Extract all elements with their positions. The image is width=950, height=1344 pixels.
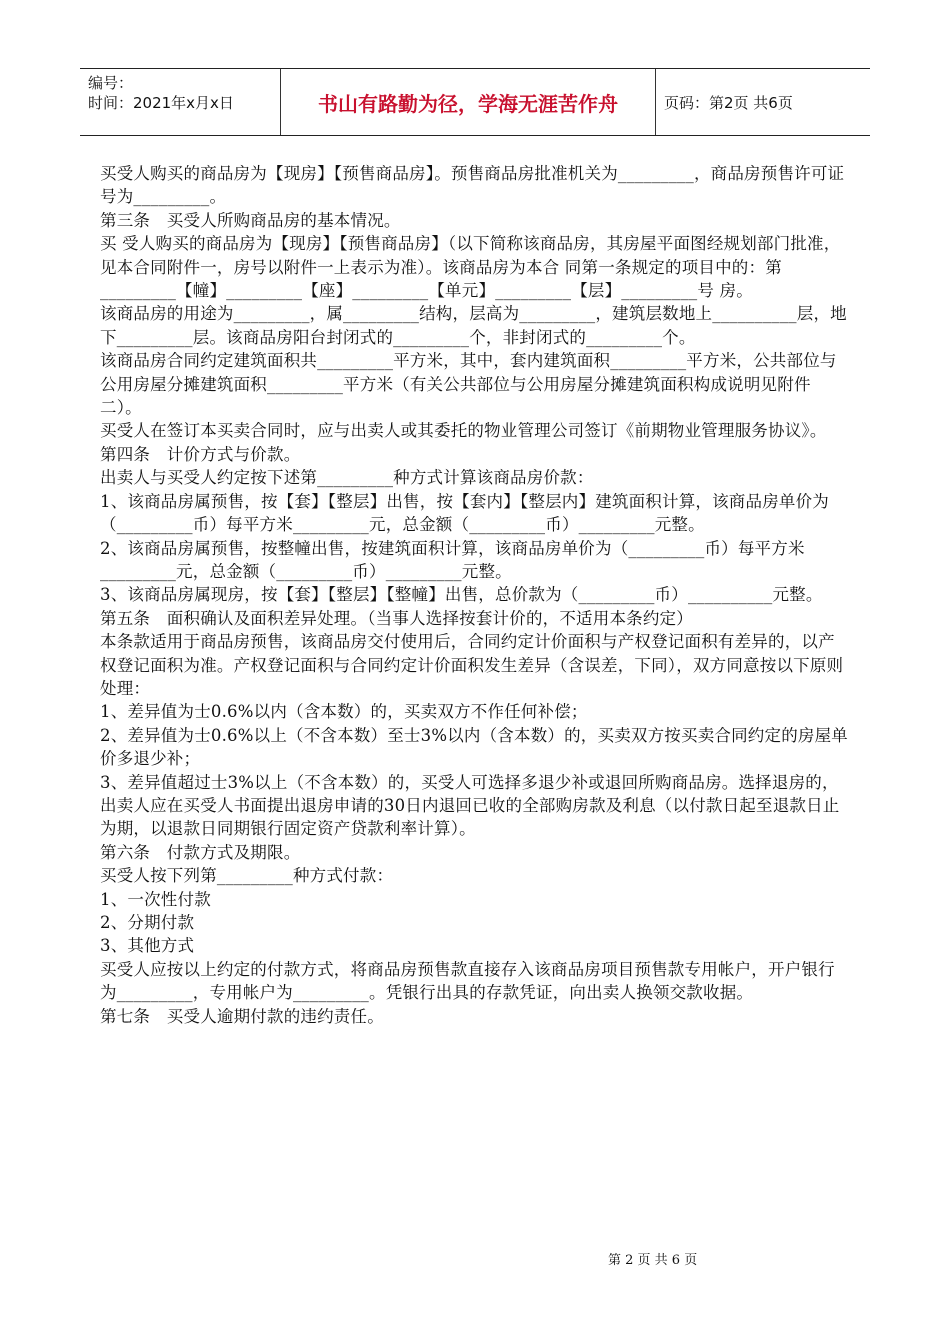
article-heading: 第六条 付款方式及期限。 [100, 842, 301, 862]
document-body [100, 162, 850, 1028]
header-motto: 书山有路勤为径，学海无涯苦作舟 [281, 69, 656, 135]
list-item: 1、一次性付款 [100, 889, 211, 909]
paragraph: 买 受人购买的商品房为【现房】【预售商品房】（以下简称该商品房，其房屋平面图经规划部门批准，见本合同附件一，房号以附件一上表示为准）。该商品房为本合 同第一条规定的项目中的：第_________【幢】_________【座】_________【单元】_________【层】_________号 房。 [100, 234, 841, 301]
article-heading: 第七条 买受人逾期付款的违约责任。 [100, 1006, 384, 1026]
number-label: 编号： [88, 74, 134, 92]
paragraph: 买受人购买的商品房为【现房】【预售商品房】。预售商品房批准机关为_________，商品房预售许可证号为_________。 [100, 164, 845, 207]
article-heading: 第四条 计价方式与价款。 [100, 444, 301, 464]
paragraph: 本条款适用于商品房预售，该商品房交付使用后，合同约定计价面积与产权登记面积有差异的，以产权登记面积为准。产权登记面积与合同约定计价面积发生差异（含误差，下同），双方同意按以下原则处理： [100, 632, 844, 698]
header-page-info: 页码：第2页 共6页 [664, 93, 793, 112]
list-item: 1、该商品房属预售，按【套】【整层】出售，按【套内】【整层内】建筑面积计算，该商品房单价为（_________币）每平方米_________元，总金额（_________币）_________元整。 [100, 491, 829, 535]
list-item: 3、该商品房属现房，按【套】【整层】【整幢】出售，总价款为（_________币）__________元整。 [100, 585, 823, 605]
page-footer: 第 2 页 共 6 页 [608, 1253, 698, 1268]
paragraph: 买受人按下列第_________种方式付款： [100, 866, 394, 886]
paragraph: 出卖人与买受人约定按下述第_________种方式计算该商品房价款： [100, 468, 594, 488]
article-heading: 第三条 买受人所购商品房的基本情况。 [100, 210, 401, 230]
paragraph: 买受人在签订本买卖合同时，应与出卖人或其委托的物业管理公司签订《前期物业管理服务协议》。 [100, 421, 827, 441]
paragraph: 该商品房的用途为_________，属_________结构，层高为_________，建筑层数地上__________层，地下_________层。该商品房阳台封闭式的_________个，非封闭式的_________个。 [100, 304, 847, 347]
header-table [80, 68, 870, 136]
paragraph: 该商品房合同约定建筑面积共_________平方米，其中，套内建筑面积_________平方米，公共部位与公用房屋分摊建筑面积_________平方米（有关公共部位与公用房屋分摊建筑面积构成说明见附件二）。 [100, 351, 837, 418]
list-item: 2、差异值为士0.6%以上（不含本数）至士3%以内（含本数）的，买卖双方按买卖合同约定的房屋单价多退少补； [100, 725, 848, 769]
list-item: 1、差异值为士0.6%以内（含本数）的，买卖双方不作任何补偿； [100, 702, 588, 722]
list-item: 3、差异值超过士3%以上（不含本数）的，买受人可选择多退少补或退回所购商品房。选择退房的，出卖人应在买受人书面提出退房申请的30日内退回已收的全部购房款及利息（以付款日起至退款日止为期，以退款日同期银行固定资产贷款利率计算）。 [100, 772, 840, 839]
article-heading: 第五条 面积确认及面积差异处理。（当事人选择按套计价的，不适用本条约定） [100, 608, 693, 628]
list-item: 2、该商品房属预售，按整幢出售，按建筑面积计算，该商品房单价为（_________币）每平方米_________元，总金额（_________币）_________元整。 [100, 538, 805, 581]
list-item: 3、其他方式 [100, 936, 195, 956]
list-item: 2、分期付款 [100, 913, 195, 932]
header-left-cell [80, 69, 281, 135]
time-label: 时间：2021年x月x日 [88, 94, 234, 112]
paragraph: 买受人应按以上约定的付款方式，将商品房预售款直接存入该商品房项目预售款专用帐户，开户银行为_________，专用帐户为_________。凭银行出具的存款凭证，向出卖人换领交款收据。 [100, 959, 835, 1003]
